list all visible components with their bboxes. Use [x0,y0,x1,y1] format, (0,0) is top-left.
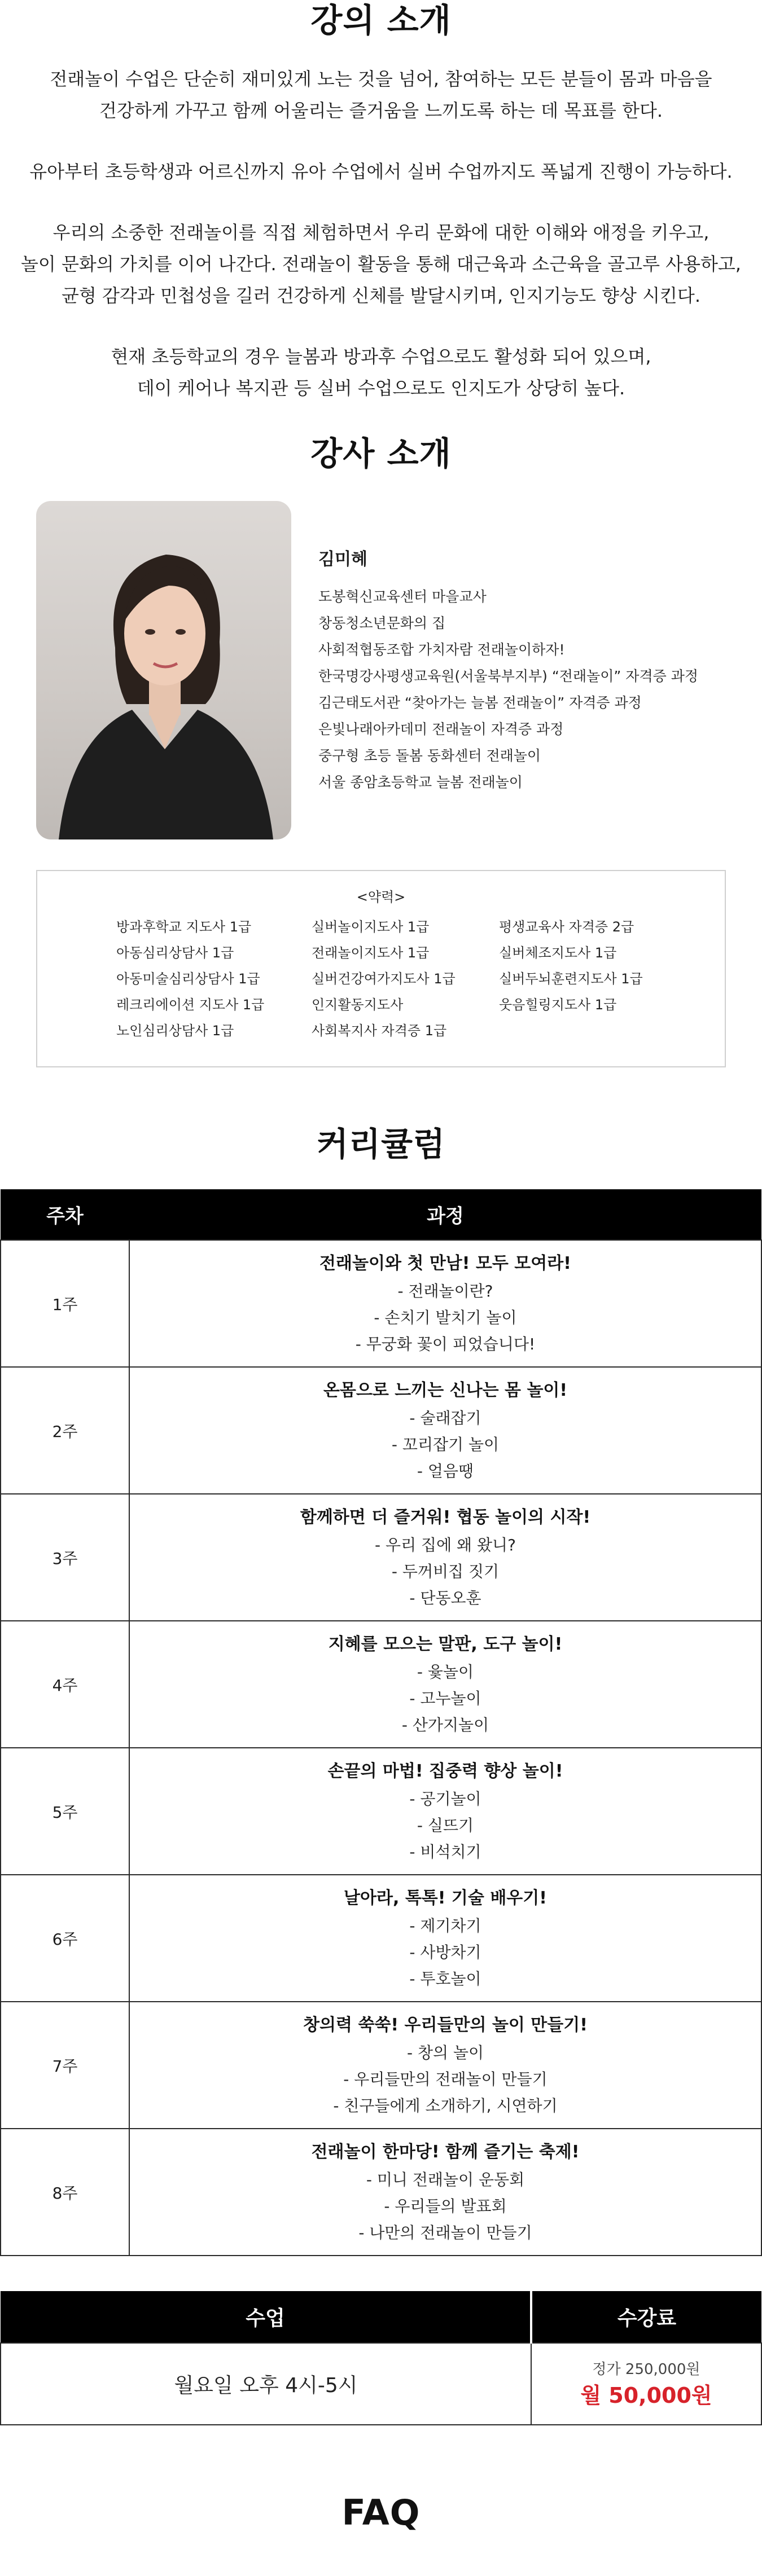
course-title: 전래놀이와 첫 만남! 모두 모여라! [319,1254,571,1273]
curriculum-row [1,1748,761,1875]
curriculum-row [1,1621,761,1748]
course-cell [129,1240,761,1367]
curriculum-row [1,2129,761,2256]
course-item: - 우리들만의 전래놀이 만들기 [343,2070,548,2089]
course-item: - 꼬리잡기 놀이 [391,1435,500,1454]
sale-price: 월 50,000원 [580,2382,712,2408]
instructor-title: 강사 소개 [310,434,452,473]
certificate-item: 웃음힐링지도사 1급 [499,997,617,1013]
curriculum-header-row [1,1189,761,1240]
course-cell [129,1875,761,2002]
week-cell: 6주 [1,1875,129,2002]
instructor-photo [36,501,291,839]
certificate-title: <약력> [356,889,406,905]
course-title: 함께하면 더 즐거워! 협동 놀이의 시작! [300,1507,591,1527]
course-header: 과정 [129,1189,761,1240]
intro-line: 놀이 문화의 가치를 이어 나간다. 전래놀이 활동을 통해 대근육과 소근육을 골고루 사용하고, [21,253,741,275]
career-item: 창동청소년문화의 집 [318,615,446,631]
certificate-item: 레크리에이션 지도사 1급 [116,997,265,1013]
course-item: - 공기놀이 [409,1790,481,1808]
career-item: 김근태도서관 “찾아가는 늘봄 전래놀이” 자격증 과정 [318,694,642,711]
faq-title: FAQ [341,2492,421,2533]
week-cell: 4주 [1,1621,129,1748]
class-time: 월요일 오후 4시-5시 [174,2374,358,2397]
certificate-item: 아동미술심리상담사 1급 [116,971,260,987]
curriculum-row [1,1240,761,1367]
week-cell: 5주 [1,1748,129,1875]
course-item: - 미니 전래놀이 운동회 [366,2170,525,2189]
intro-line: 현재 초등학교의 경우 늘봄과 방과후 수업으로도 활성화 되어 있으며, [111,346,651,367]
curriculum-row [1,1494,761,1621]
course-cell [129,1367,761,1494]
course-title: 날아라, 톡톡! 기술 배우기! [344,1888,547,1908]
course-item: - 실뜨기 [417,1816,474,1835]
intro-paragraph [0,63,762,126]
certificate-item: 평생교육사 자격증 2급 [499,919,634,935]
certificate-item: 전래놀이지도사 1급 [312,945,430,961]
course-cell [129,1748,761,1875]
course-item: - 산가지놀이 [401,1716,489,1734]
course-item: - 고누놀이 [409,1689,481,1708]
fee-section [0,2291,762,2425]
course-item: - 무궁화 꽃이 피었습니다! [355,1335,536,1353]
curriculum-body [1,1240,761,2256]
course-item: - 비석치기 [409,1843,481,1861]
curriculum-section [0,1124,762,2256]
career-list [318,583,698,795]
fee-row [1,2343,761,2425]
course-title: 온몸으로 느끼는 신나는 몸 놀이! [323,1381,568,1400]
portrait-illustration [36,501,291,839]
course-item: - 윷놀이 [417,1663,474,1681]
career-item: 서울 종암초등학교 늘봄 전래놀이 [318,774,523,790]
instructor-name: 김미혜 [318,550,367,569]
week-cell: 7주 [1,2002,129,2129]
course-cell [129,2002,761,2129]
certificate-grid [116,914,725,1044]
week-header: 주차 [1,1189,129,1240]
course-item: - 술래잡기 [409,1409,481,1427]
intro-paragraph [0,217,762,311]
intro-section [0,0,762,404]
course-title: 전래놀이 한마당! 함께 즐기는 축제! [311,2142,580,2162]
course-item: - 사방차기 [409,1943,481,1962]
course-title: 손끝의 마법! 집중력 향상 놀이! [327,1761,563,1781]
intro-text [0,63,762,404]
price-cell [531,2343,761,2425]
intro-paragraph [0,341,762,404]
certificate-item: 인지활동지도사 [312,997,404,1013]
intro-paragraph [0,156,762,187]
fee-table [0,2291,762,2425]
curriculum-row [1,1875,761,2002]
course-item: - 얼음땡 [417,1462,474,1480]
course-cell [129,1621,761,1748]
course-item: - 단동오훈 [409,1589,481,1607]
course-item: - 손치기 발치기 놀이 [374,1308,517,1327]
certificate-item: 아동심리상담사 1급 [116,945,234,961]
certificate-item: 실버두뇌훈련지도사 1급 [499,971,643,987]
time-cell [1,2343,531,2425]
career-item: 한국명강사평생교육원(서울북부지부) “전래놀이” 자격증 과정 [318,668,699,684]
course-item: - 제기차기 [409,1916,481,1935]
course-item: - 두꺼비집 짓기 [391,1562,500,1581]
instructor-profile [36,501,762,839]
course-item: - 창의 놀이 [406,2043,484,2062]
instructor-section [0,433,762,1067]
original-price: 정가 250,000원 [592,2360,700,2378]
course-title: 창의력 쑥쑥! 우리들만의 놀이 만들기! [303,2015,588,2035]
week-cell: 2주 [1,1367,129,1494]
faq-section [0,2492,762,2533]
week-cell: 8주 [1,2129,129,2256]
intro-line: 전래놀이 수업은 단순히 재미있게 노는 것을 넘어, 참여하는 모든 분들이 몸과 마음을 [50,68,712,90]
course-item: - 우리 집에 왜 왔니? [375,1536,516,1554]
instructor-info [318,501,698,839]
curriculum-title: 커리큘럼 [316,1125,446,1163]
certificate-item: 방과후학교 지도사 1급 [116,919,252,935]
week-cell: 3주 [1,1494,129,1621]
time-header: 수업 [1,2291,531,2343]
certificate-item: 노인심리상담사 1급 [116,1023,234,1039]
curriculum-row [1,2002,761,2129]
intro-line: 데이 케어나 복지관 등 실버 수업으로도 인지도가 상당히 높다. [137,377,625,399]
intro-line: 유아부터 초등학생과 어르신까지 유아 수업에서 실버 수업까지도 폭넓게 진행이 가능하다. [29,161,733,182]
course-cell [129,2129,761,2256]
course-cell [129,1494,761,1621]
course-title: 지혜를 모으는 말판, 도구 놀이! [328,1634,563,1654]
intro-line: 건강하게 가꾸고 함께 어울리는 즐거움을 느끼도록 하는 데 목표를 한다. [99,100,663,121]
course-item: - 전래놀이란? [397,1282,493,1300]
career-item: 도봉혁신교육센터 마을교사 [318,588,487,605]
certificate-item: 사회복지사 자격증 1급 [312,1023,447,1039]
certificate-item: 실버건강여가지도사 1급 [312,971,456,987]
certificate-box [36,870,726,1067]
intro-title: 강의 소개 [310,1,452,39]
certificate-item: 실버체조지도사 1급 [499,945,617,961]
intro-line: 균형 감각과 민첩성을 길러 건강하게 신체를 발달시키며, 인지기능도 향상 시킨다. [62,285,700,306]
career-item: 중구형 초등 돌봄 동화센터 전래놀이 [318,748,541,764]
fee-header-row [1,2291,761,2343]
course-item: - 우리들의 발표회 [384,2197,507,2215]
price-header: 수강료 [531,2291,761,2343]
curriculum-row [1,1367,761,1494]
career-item: 사회적협동조합 가치자람 전래놀이하자! [318,641,565,658]
intro-line: 우리의 소중한 전래놀이를 직접 체험하면서 우리 문화에 대한 이해와 애정을 키우고, [52,222,710,243]
career-item: 은빛나래아카데미 전래놀이 자격증 과정 [318,721,564,737]
curriculum-table [0,1189,762,2256]
course-item: - 나만의 전래놀이 만들기 [358,2223,532,2242]
certificate-item: 실버놀이지도사 1급 [312,919,430,935]
week-cell: 1주 [1,1240,129,1367]
course-item: - 친구들에게 소개하기, 시연하기 [333,2096,558,2115]
course-item: - 투호놀이 [409,1970,481,1988]
